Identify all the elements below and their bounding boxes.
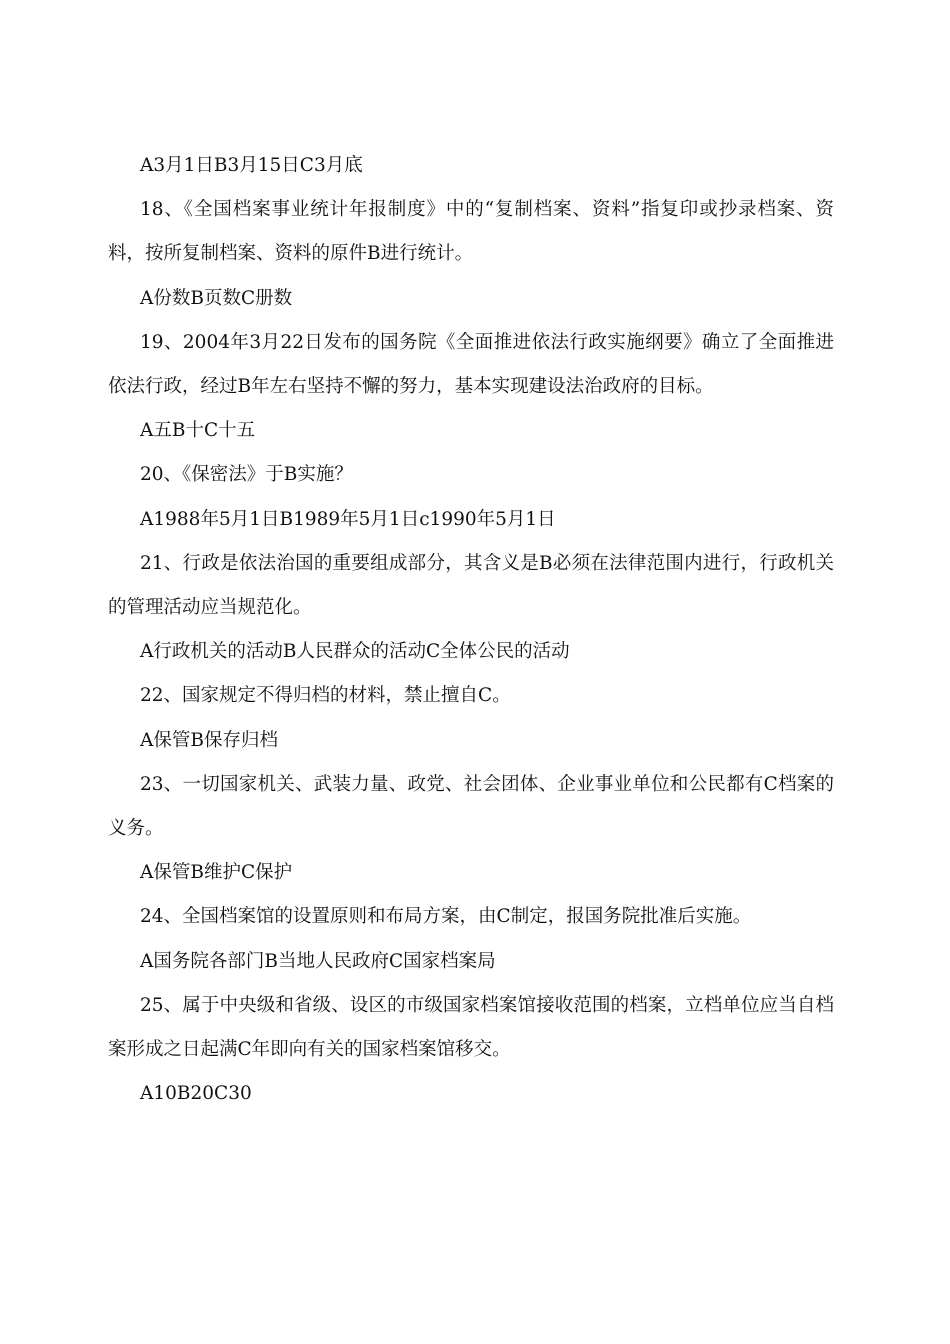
answer-options-19: A五B十C十五: [140, 420, 256, 442]
answer-options-20: A1988年5月1日B1989年5月1日c1990年5月1日: [140, 508, 556, 530]
question-18: 18、《全国档案事业统计年报制度》中的“复制档案、资料”指复印或抄录档案、资料，按所复制档案、资料的原件B进行统计。: [108, 199, 834, 265]
question-21: 21、行政是依法治国的重要组成部分，其含义是B必须在法律范围内进行，行政机关的管理活动应当规范化。: [108, 552, 834, 619]
answer-options-17: A3月1日B3月15日C3月底: [140, 155, 363, 176]
question-20: 20、《保密法》于B实施？: [140, 464, 353, 486]
answer-options-21: A行政机关的活动B人民群众的活动C全体公民的活动: [140, 641, 570, 663]
question-24: 24、全国档案馆的设置原则和布局方案，由C制定，报国务院批准后实施。: [140, 906, 752, 928]
answer-options-25: A10B20C30: [140, 1083, 252, 1105]
answer-options-24: A国务院各部门B当地人民政府C国家档案局: [140, 950, 496, 972]
answer-options-23: A保管B维护C保护: [140, 862, 293, 884]
answer-options-18: A份数B页数C册数: [140, 287, 293, 309]
question-19: 19、2004年3月22日发布的国务院《全面推进依法行政实施纲要》确立了全面推进依法行政，经过B年左右坚持不懈的努力，基本实现建设法治政府的目标。: [108, 331, 834, 398]
question-23: 23、一切国家机关、武装力量、政党、社会团体、企业事业单位和公民都有C档案的义务。: [108, 773, 834, 840]
question-22: 22、国家规定不得归档的材料，禁止擅自C。: [140, 685, 511, 707]
question-25: 25、属于中央级和省级、设区的市级国家档案馆接收范围的档案，立档单位应当自档案形成之日起满C年即向有关的国家档案馆移交。: [108, 994, 834, 1061]
document-body: [108, 144, 834, 1116]
answer-options-22: A保管B保存归档: [140, 729, 278, 751]
